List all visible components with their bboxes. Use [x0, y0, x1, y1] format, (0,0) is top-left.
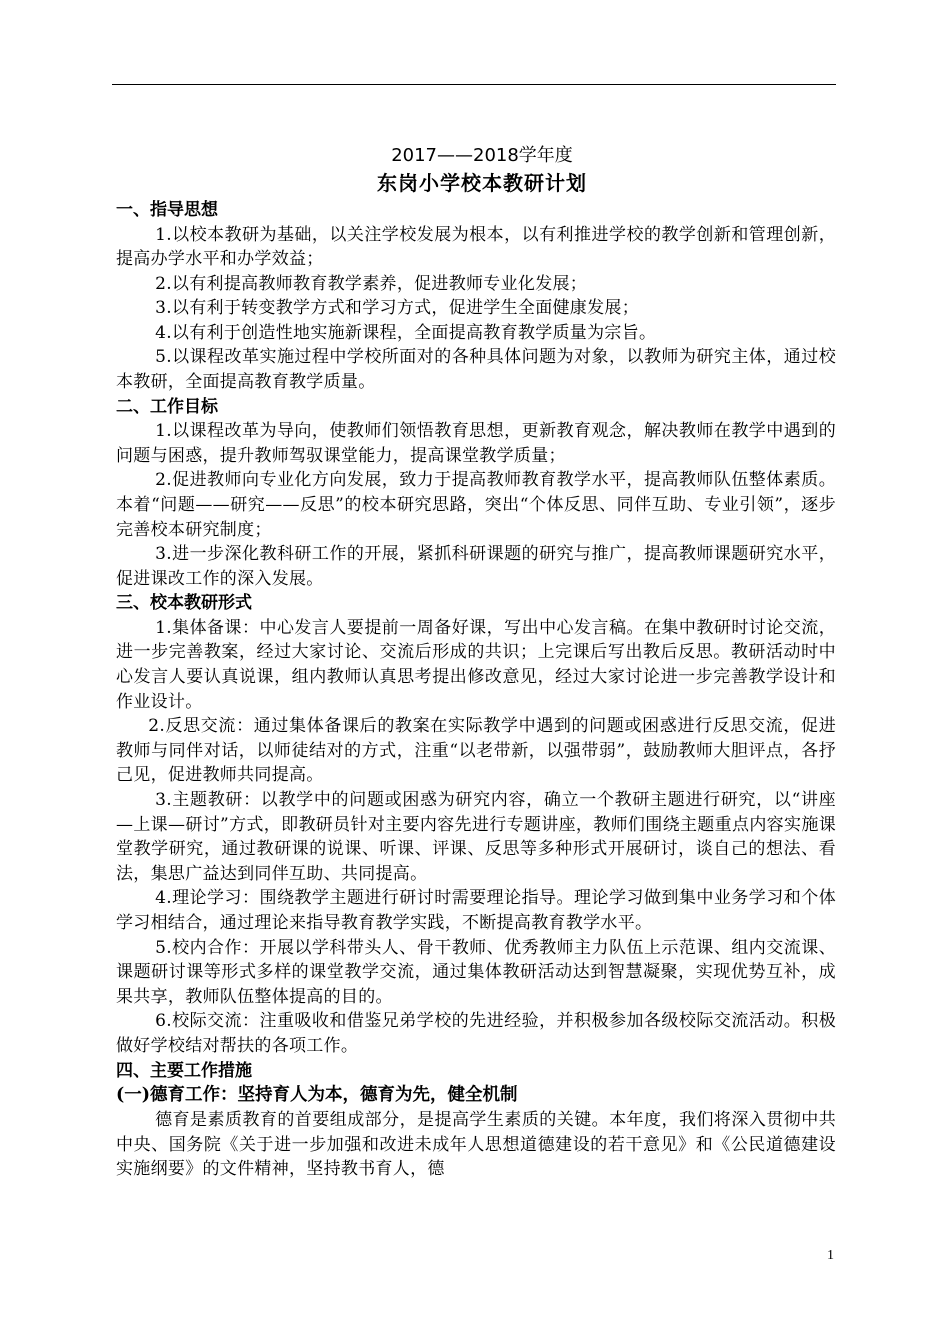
- page-number: 1: [827, 1248, 834, 1263]
- paragraph: 4.以有利于创造性地实施新课程，全面提高教育教学质量为宗旨。: [155, 322, 657, 343]
- subsection-heading-moral-education: (一)德育工作：坚持育人为本，德育为先，健全机制: [116, 1085, 518, 1105]
- paragraph: 1.集体备课：中心发言人要提前一周备好课，写出中心发言稿。在集中教研时讨论交流，进一步完善教案，经过大家讨论、交流后形成的共识；上完课后写出教后反思。教研活动时中心发言人要认真说课，组内教师认真思考提出修改意见，经过大家讨论进一步完善教学设计和作业设计。: [116, 617, 836, 712]
- page-title: 东岗小学校本教研计划: [377, 171, 587, 195]
- paragraph: 3.主题教研：以教学中的问题或困惑为研究内容，确立一个教研主题进行研究，以“讲座—上课—研讨”方式，即教研员针对主要内容先进行专题讲座，教师们围绕主题重点内容实施课堂教学研究，通过教研课的说课、听课、评课、反思等多种形式开展研讨，谈自己的想法、看法，集思广益达到同伴互助、共同提高。: [116, 789, 836, 884]
- paragraph: 德育是素质教育的首要组成部分，是提高学生素质的关键。本年度，我们将深入贯彻中共中央、国务院《关于进一步加强和改进未成年人思想道德建设的若干意见》和《公民道德建设实施纲要》的文件精神，坚持教书育人，德: [116, 1110, 836, 1180]
- academic-year: 2017——2018学年度: [391, 145, 573, 166]
- document-body: [116, 142, 836, 1182]
- paragraph: 5.以课程改革实施过程中学校所面对的各种具体问题为对象，以教师为研究主体，通过校本教研，全面提高教育教学质量。: [116, 347, 836, 393]
- paragraph: 1.以校本教研为基础，以关注学校发展为根本，以有利推进学校的教学创新和管理创新，提高办学水平和办学效益；: [116, 224, 836, 270]
- header-rule: [112, 84, 836, 85]
- paragraph: 1.以课程改革为导向，使教师们领悟教育思想，更新教育观念，解决教师在教学中遇到的问题与困惑，提升教师驾驭课堂能力，提高课堂教学质量；: [116, 421, 836, 466]
- paragraph: 6.校际交流：注重吸收和借鉴兄弟学校的先进经验，并积极参加各级校际交流活动。积极做好学校结对帮扶的各项工作。: [116, 1011, 836, 1056]
- paragraph: 3.进一步深化教科研工作的开展，紧抓科研课题的研究与推广，提高教师课题研究水平，促进课改工作的深入发展。: [116, 544, 836, 589]
- paragraph: 4.理论学习：围绕教学主题进行研讨时需要理论指导。理论学习做到集中业务学习和个体学习相结合，通过理论来指导教育教学实践，不断提高教育教学水平。: [116, 888, 836, 933]
- paragraph: 2.促进教师向专业化方向发展，致力于提高教师教育教学水平，提高教师队伍整体素质。本着“问题——研究——反思”的校本研究思路，突出“个体反思、同伴互助、专业引领”，逐步完善校本研究制度；: [116, 470, 836, 540]
- section-heading-measures: 四、主要工作措施: [116, 1060, 252, 1081]
- section-heading-guiding-ideology: 一、指导思想: [116, 200, 218, 220]
- paragraph: 3.以有利于转变教学方式和学习方式，促进学生全面健康发展；: [155, 298, 640, 319]
- section-heading-work-goals: 二、工作目标: [116, 396, 218, 417]
- paragraph: 5.校内合作：开展以学科带头人、骨干教师、优秀教师主力队伍上示范课、组内交流课、课题研讨课等形式多样的课堂教学交流，通过集体教研活动达到智慧凝聚，实现优势互补，成果共享，教师队伍整体提高的目的。: [116, 937, 836, 1007]
- paragraph: 2.反思交流：通过集体备课后的教案在实际教学中遇到的问题或困惑进行反思交流，促进教师与同伴对话，以师徒结对的方式，注重“以老带新，以强带弱”，鼓励教师大胆评点，各抒己见，促进教师共同提高。: [116, 716, 836, 786]
- paragraph: 2.以有利提高教师教育教学素养，促进教师专业化发展；: [155, 273, 588, 294]
- section-heading-research-forms: 三、校本教研形式: [116, 593, 252, 614]
